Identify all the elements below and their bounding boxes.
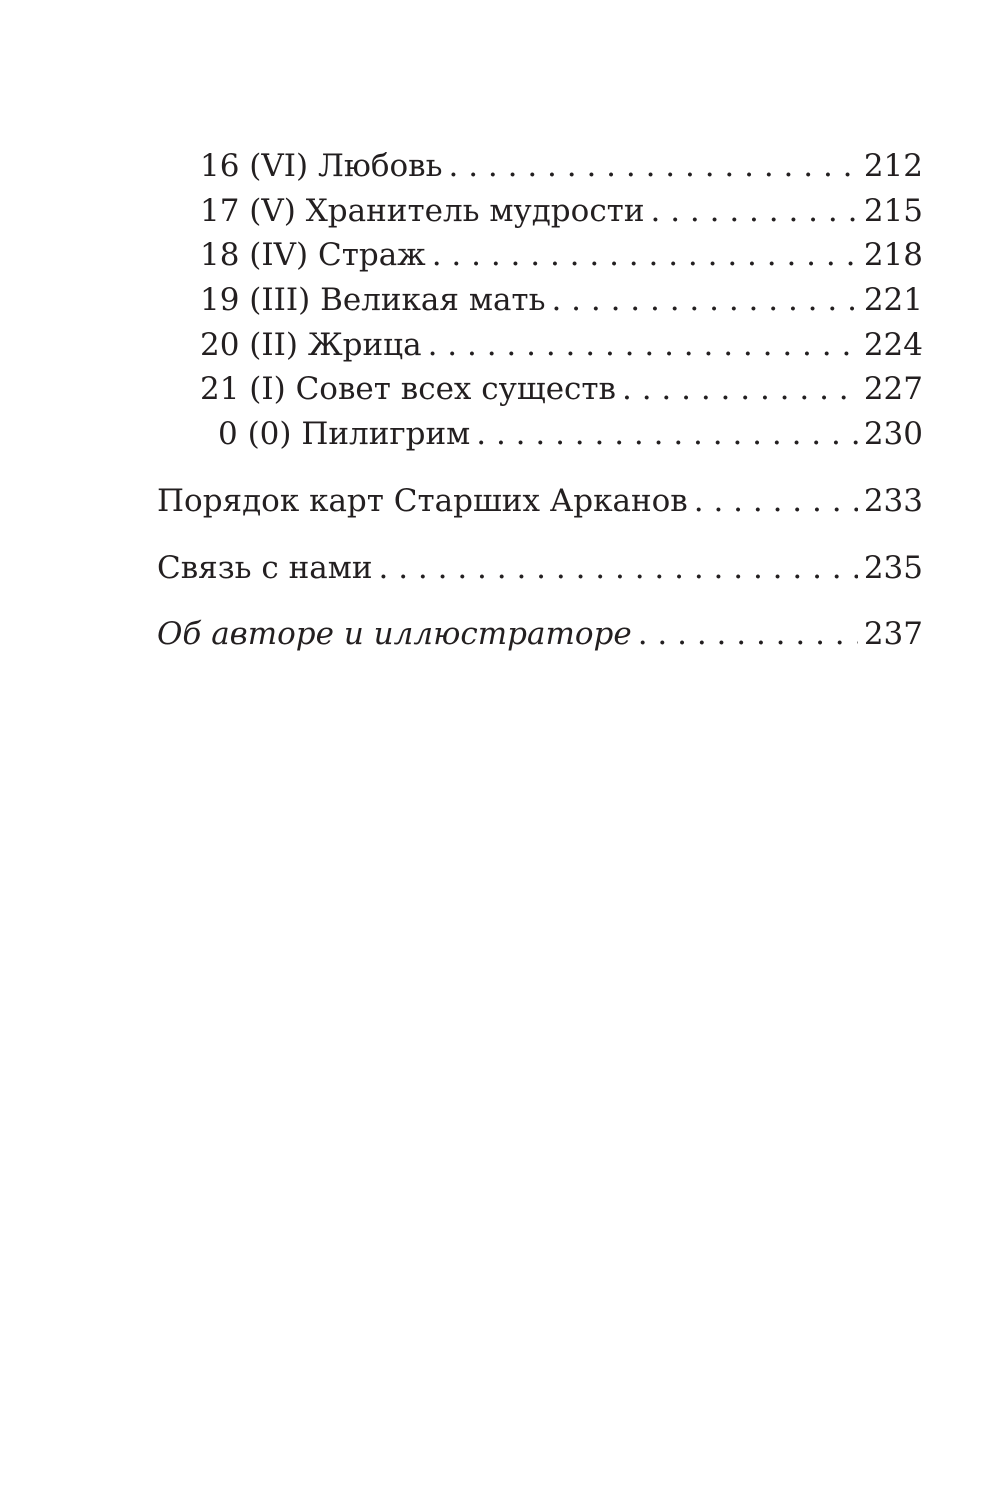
toc-entry-page: 224: [863, 327, 923, 363]
toc-entry-title: Об авторе и иллюстраторе: [157, 616, 632, 652]
toc-entry: [200, 280, 923, 320]
toc-entry: [200, 191, 923, 231]
toc-entry-page: 233: [863, 483, 923, 519]
toc-entry: [200, 369, 923, 409]
toc-entry-title: 18 (IV) Страж: [200, 237, 426, 273]
dot-leader: [432, 235, 858, 275]
toc-entry-page: 227: [863, 371, 923, 407]
toc-entry: [157, 614, 923, 654]
dot-leader: [622, 369, 858, 409]
toc-entry-page: 235: [863, 550, 923, 586]
toc-entry: [200, 235, 923, 275]
dot-leader: [638, 614, 858, 654]
toc-entry-title: 21 (I) Совет всех существ: [200, 371, 617, 407]
dot-leader: [551, 280, 857, 320]
toc-entry-title: 0 (0) Пилигрим: [218, 416, 471, 452]
toc-entry-title: 17 (V) Хранитель мудрости: [200, 193, 645, 229]
dot-leader: [694, 481, 858, 521]
toc-entry-page: 215: [863, 193, 923, 229]
toc-entry-page: 221: [863, 282, 923, 318]
toc-entry: [157, 481, 923, 521]
toc-entry-title: Связь с нами: [157, 550, 373, 586]
dot-leader: [449, 146, 858, 186]
toc-entry-page: 230: [863, 416, 923, 452]
toc-entry: [218, 414, 923, 454]
toc-entry-title: 19 (III) Великая мать: [200, 282, 546, 318]
toc-entry-page: 218: [863, 237, 923, 273]
toc-entry-title: 20 (II) Жрица: [200, 327, 422, 363]
toc-entry-title: 16 (VI) Любовь: [200, 148, 443, 184]
dot-leader: [651, 191, 858, 231]
toc-entry: [157, 548, 923, 588]
toc-entry: [200, 325, 923, 365]
dot-leader: [379, 548, 858, 588]
toc-entry-page: 237: [863, 616, 923, 652]
dot-leader: [476, 414, 858, 454]
dot-leader: [428, 325, 858, 365]
toc-entry-page: 212: [863, 148, 923, 184]
toc-entry: [200, 146, 923, 186]
toc-entry-title: Порядок карт Старших Арканов: [157, 483, 688, 519]
